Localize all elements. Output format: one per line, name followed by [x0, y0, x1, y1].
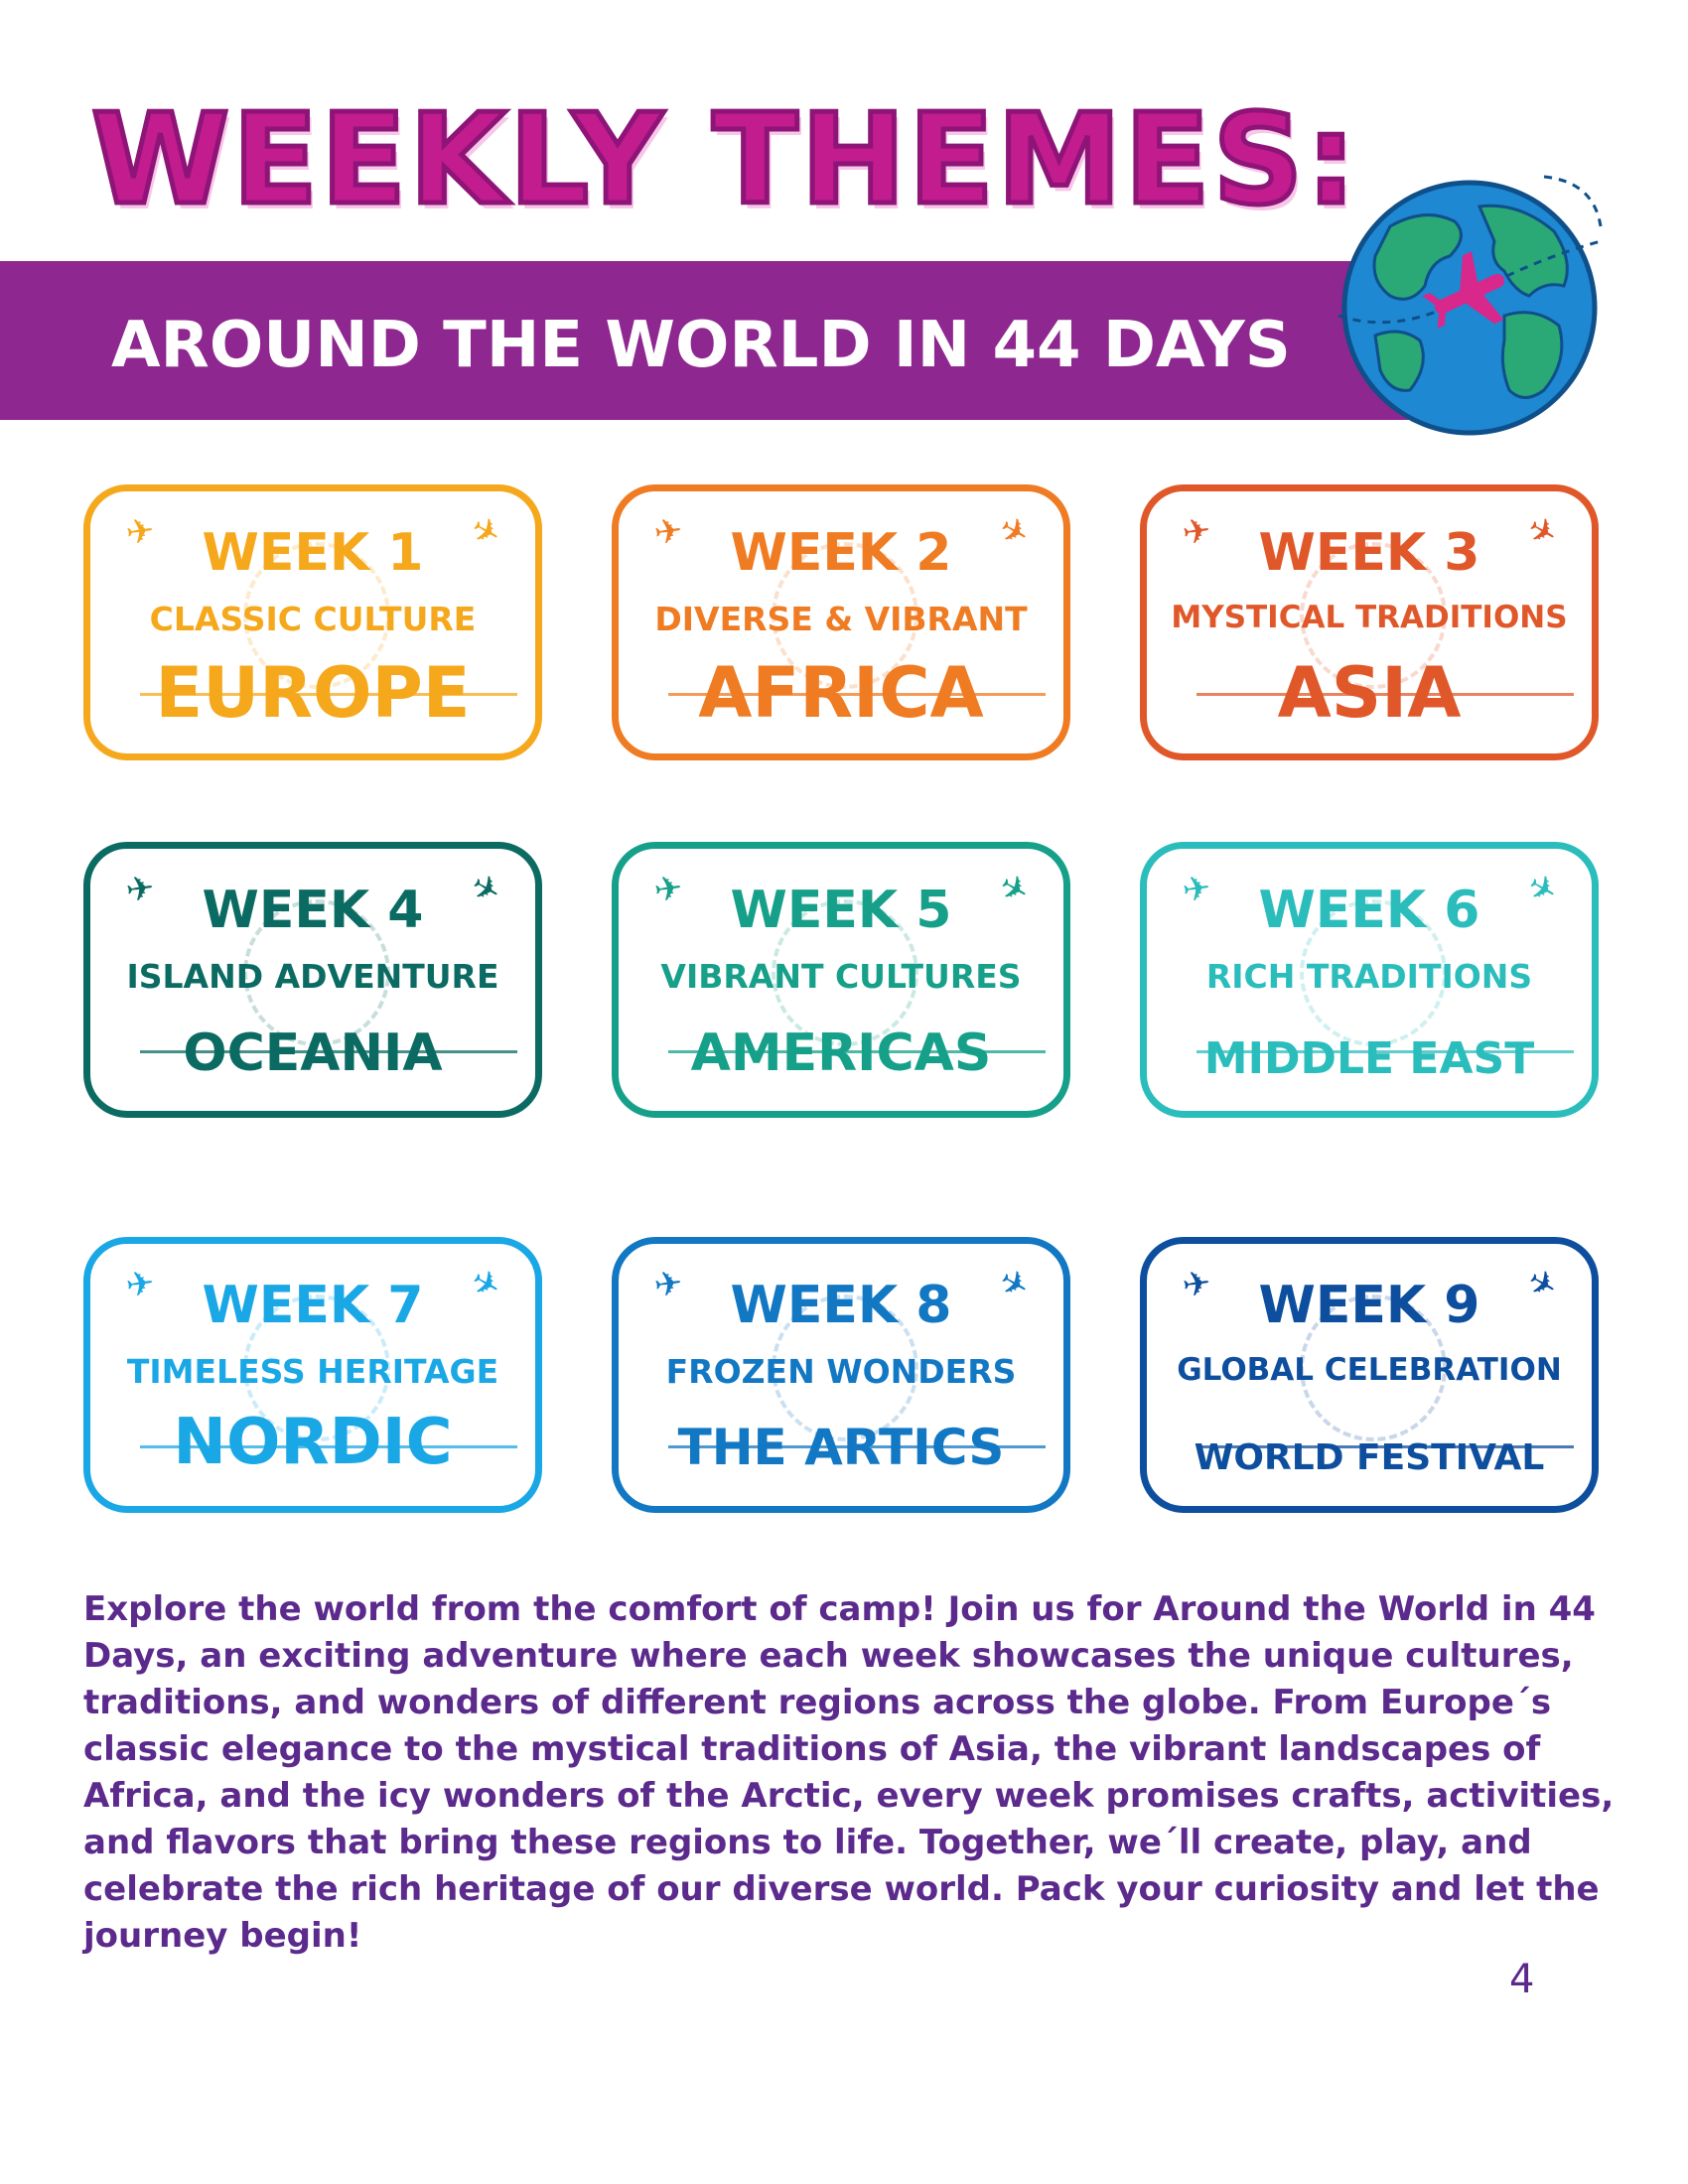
week-region: AFRICA — [698, 652, 984, 734]
week-theme: GLOBAL CELEBRATION — [1177, 1352, 1562, 1388]
week-region: EUROPE — [155, 652, 471, 734]
week-7-stamp — [83, 1237, 542, 1513]
week-theme: RICH TRADITIONS — [1205, 957, 1533, 996]
page-title: WEEKLY THEMES: — [91, 86, 1359, 232]
week-region: WORLD FESTIVAL — [1194, 1437, 1545, 1478]
airplane-icon: ✈ — [123, 868, 158, 911]
airplane-icon: ✈ — [991, 865, 1037, 914]
week-region: NORDIC — [173, 1406, 453, 1479]
week-9-stamp — [1140, 1237, 1599, 1513]
week-1-stamp — [83, 484, 542, 760]
airplane-icon: ✈ — [1180, 1263, 1214, 1306]
week-5-stamp — [612, 842, 1070, 1118]
week-region: AMERICAS — [690, 1024, 992, 1083]
week-3-stamp — [1140, 484, 1599, 760]
week-4-stamp — [83, 842, 542, 1118]
week-theme: VIBRANT CULTURES — [660, 957, 1022, 996]
airplane-icon: ✈ — [1180, 868, 1214, 911]
week-theme: CLASSIC CULTURE — [149, 600, 477, 638]
description-paragraph: Explore the world from the comfort of camp! Join us for Around the World in 44 Days, an exciting adventure where each week showcases the unique cultures, traditions, and wonders of different regions across the globe. From Europe´s classic elegance to the mystical traditions of Asia, the vibrant landscapes of Africa, and the icy wonders of the Arctic, every week promises crafts, activities, and flavors that bring these regions to life. Together, we´ll create, play, and celebrate the rich heritage of our diverse world. Pack your curiosity and let the journey begin! — [83, 1589, 1615, 1956]
airplane-icon: ✈ — [463, 1260, 508, 1309]
airplane-icon: ✈ — [463, 507, 508, 557]
week-label: WEEK 8 — [730, 1276, 952, 1335]
week-theme: MYSTICAL TRADITIONS — [1171, 600, 1568, 635]
week-label: WEEK 3 — [1258, 523, 1480, 583]
airplane-icon: ✈ — [651, 1263, 686, 1306]
week-label: WEEK 4 — [202, 881, 424, 940]
week-label: WEEK 2 — [730, 523, 952, 583]
globe-icon — [1331, 167, 1609, 445]
week-theme: FROZEN WONDERS — [665, 1352, 1017, 1391]
airplane-icon: ✈ — [651, 868, 686, 911]
week-label: WEEK 5 — [730, 881, 952, 940]
airplane-icon: ✈ — [1519, 1260, 1565, 1309]
week-region: MIDDLE EAST — [1203, 1033, 1535, 1084]
week-label: WEEK 1 — [202, 523, 424, 583]
week-theme: DIVERSE & VIBRANT — [654, 600, 1028, 638]
week-theme: TIMELESS HERITAGE — [126, 1352, 499, 1391]
week-region: THE ARTICS — [677, 1419, 1005, 1476]
week-label: WEEK 7 — [202, 1276, 424, 1335]
week-theme: ISLAND ADVENTURE — [126, 957, 499, 996]
airplane-icon: ✈ — [991, 1260, 1037, 1309]
airplane-icon: ✈ — [123, 510, 158, 554]
airplane-icon: ✈ — [463, 865, 508, 914]
banner-subtitle: AROUND THE WORLD IN 44 DAYS — [111, 309, 1291, 382]
week-8-stamp — [612, 1237, 1070, 1513]
week-region: OCEANIA — [183, 1024, 443, 1083]
week-region: ASIA — [1277, 652, 1462, 734]
airplane-icon: ✈ — [123, 1263, 158, 1306]
page-number: 4 — [1509, 1957, 1535, 2002]
week-2-stamp — [612, 484, 1070, 760]
airplane-icon: ✈ — [991, 507, 1037, 557]
week-label: WEEK 6 — [1258, 881, 1480, 940]
airplane-icon: ✈ — [1519, 865, 1565, 914]
airplane-icon: ✈ — [1519, 507, 1565, 557]
airplane-icon: ✈ — [651, 510, 686, 554]
week-label: WEEK 9 — [1258, 1276, 1480, 1335]
airplane-icon: ✈ — [1180, 510, 1214, 554]
week-6-stamp — [1140, 842, 1599, 1118]
